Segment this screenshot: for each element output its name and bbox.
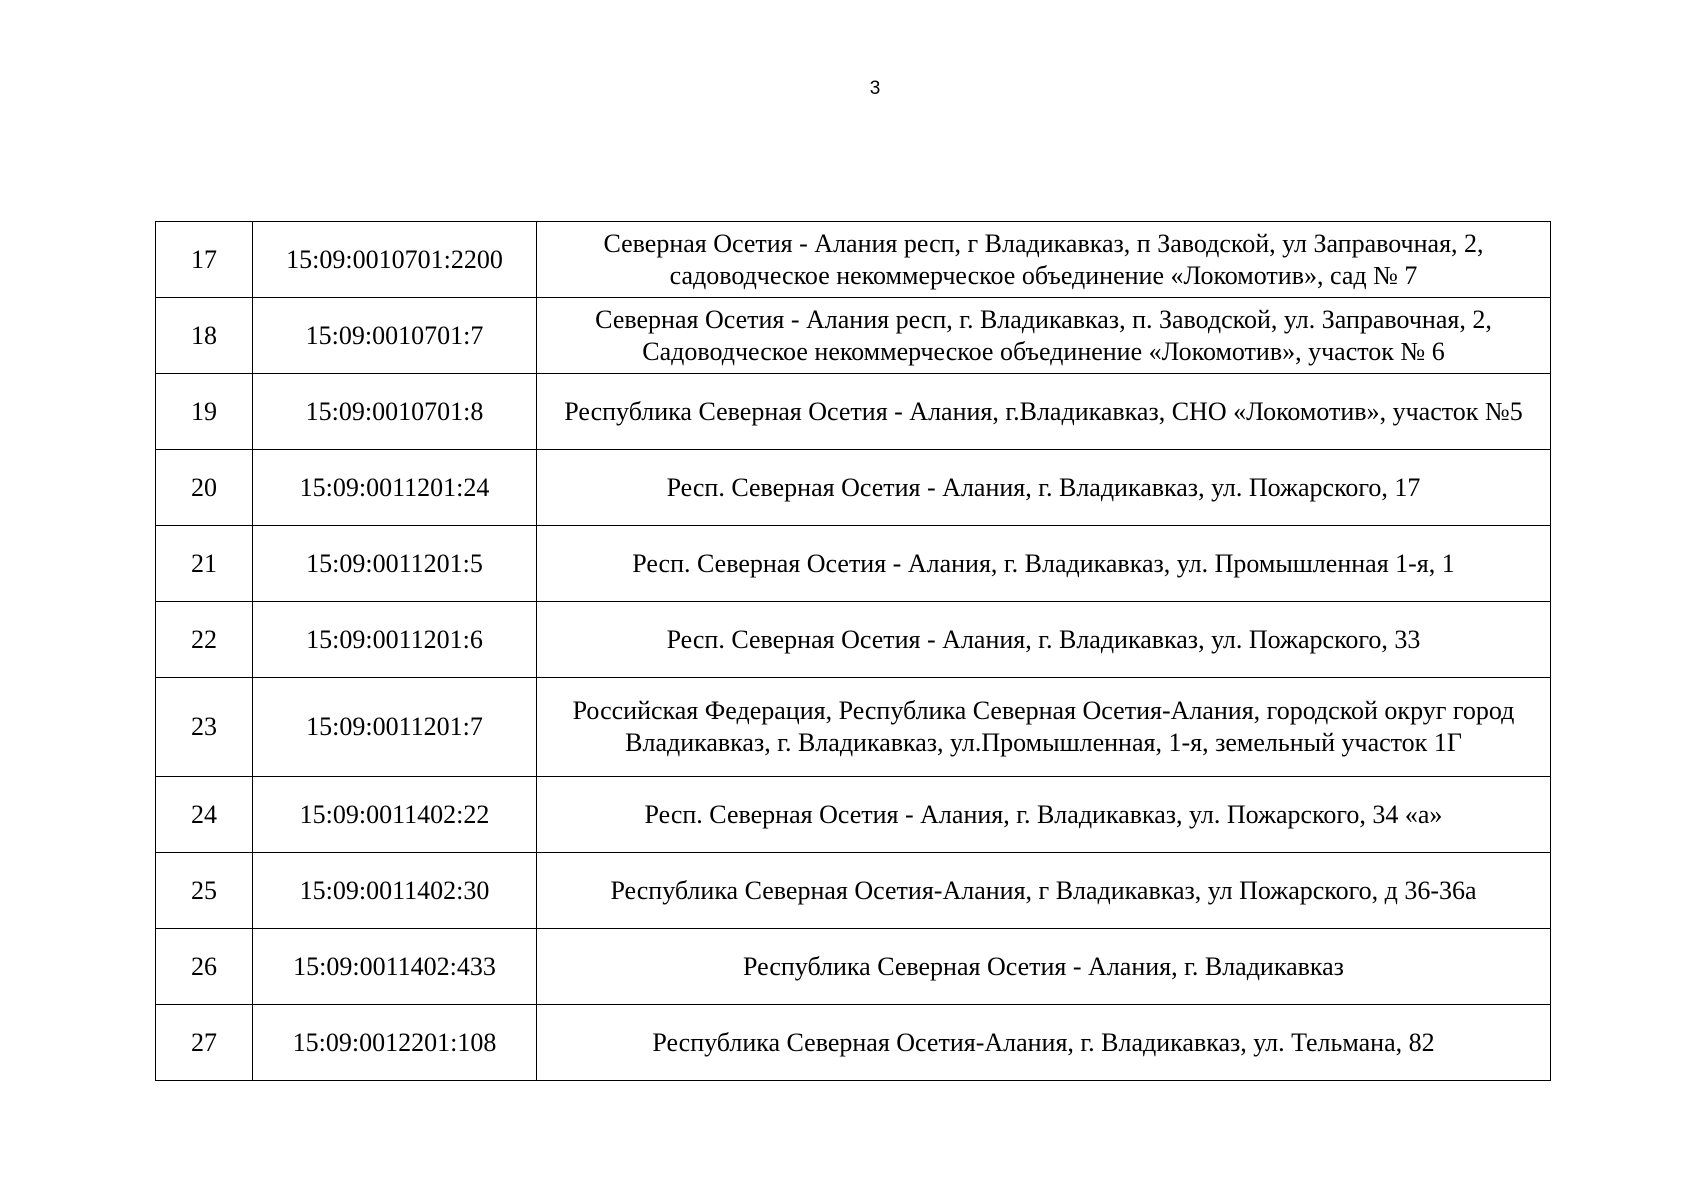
address: Северная Осетия - Алания респ, г Владикавказ, п Заводской, ул Заправочная, 2, садоводческое некоммерческое объединение «Локомотив», сад № 7 (537, 222, 1551, 298)
row-number: 24 (156, 777, 253, 853)
cadastral-number: 15:09:0010701:7 (253, 298, 537, 374)
cadastral-number: 15:09:0011201:24 (253, 450, 537, 526)
table-row (156, 853, 1551, 929)
row-number: 21 (156, 526, 253, 602)
cadastral-number: 15:09:0011402:30 (253, 853, 537, 929)
table-row (156, 1005, 1551, 1081)
table-row (156, 678, 1551, 777)
address: Респ. Северная Осетия - Алания, г. Владикавказ, ул. Пожарского, 33 (537, 602, 1551, 678)
row-number: 25 (156, 853, 253, 929)
table-row (156, 929, 1551, 1005)
table-row (156, 298, 1551, 374)
cadastral-number: 15:09:0011402:22 (253, 777, 537, 853)
cadastral-number: 15:09:0011201:7 (253, 678, 537, 777)
address: Респ. Северная Осетия - Алания, г. Владикавказ, ул. Пожарского, 34 «а» (537, 777, 1551, 853)
cadastral-number: 15:09:0012201:108 (253, 1005, 537, 1081)
row-number: 18 (156, 298, 253, 374)
address: Республика Северная Осетия - Алания, г.Владикавказ, СНО «Локомотив», участок №5 (537, 374, 1551, 450)
cadastral-number: 15:09:0010701:2200 (253, 222, 537, 298)
cadastral-number: 15:09:0011201:6 (253, 602, 537, 678)
table-row (156, 526, 1551, 602)
address: Республика Северная Осетия-Алания, г Владикавказ, ул Пожарского, д 36-36а (537, 853, 1551, 929)
table-row (156, 777, 1551, 853)
address: Российская Федерация, Республика Северная Осетия-Алания, городской округ город Владикавказ, г. Владикавказ, ул.Промышленная, 1-я, земельный участок 1Г (537, 678, 1551, 777)
row-number: 27 (156, 1005, 253, 1081)
table-row (156, 222, 1551, 298)
address: Республика Северная Осетия-Алания, г. Владикавказ, ул. Тельмана, 82 (537, 1005, 1551, 1081)
address: Респ. Северная Осетия - Алания, г. Владикавказ, ул. Пожарского, 17 (537, 450, 1551, 526)
row-number: 23 (156, 678, 253, 777)
address: Северная Осетия - Алания респ, г. Владикавказ, п. Заводской, ул. Заправочная, 2, Садоводческое некоммерческое объединение «Локомотив», участок № 6 (537, 298, 1551, 374)
page-number: 3 (869, 78, 881, 99)
table-row (156, 374, 1551, 450)
table-row (156, 602, 1551, 678)
cadastral-number: 15:09:0011402:433 (253, 929, 537, 1005)
cadastral-number: 15:09:0011201:5 (253, 526, 537, 602)
address: Республика Северная Осетия - Алания, г. Владикавказ (537, 929, 1551, 1005)
cadastral-number: 15:09:0010701:8 (253, 374, 537, 450)
row-number: 17 (156, 222, 253, 298)
row-number: 20 (156, 450, 253, 526)
address: Респ. Северная Осетия - Алания, г. Владикавказ, ул. Промышленная 1-я, 1 (537, 526, 1551, 602)
row-number: 19 (156, 374, 253, 450)
land-plots-table (155, 221, 1551, 1081)
row-number: 22 (156, 602, 253, 678)
row-number: 26 (156, 929, 253, 1005)
table-row (156, 450, 1551, 526)
